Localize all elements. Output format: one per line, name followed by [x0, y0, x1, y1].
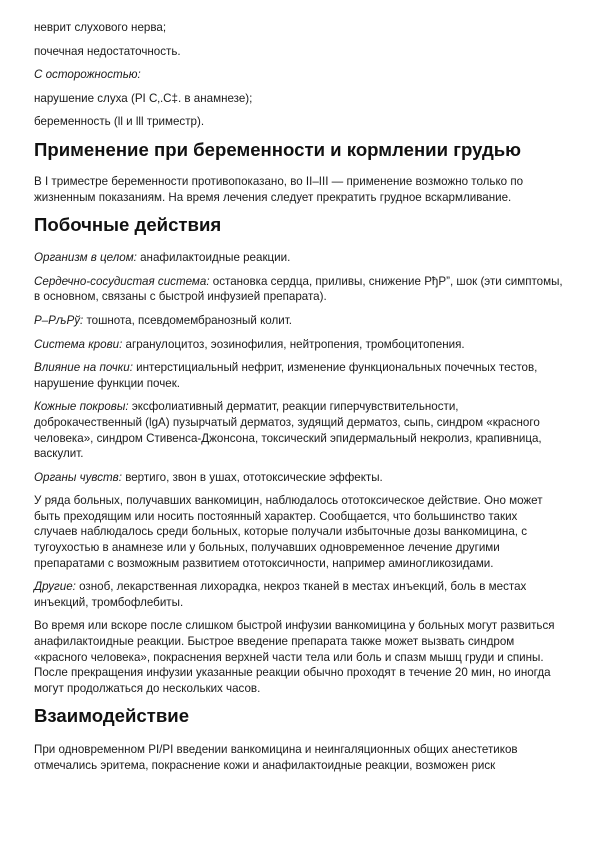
side-effect-label: Организм в целом: [34, 251, 137, 265]
side-effect-text: эксфолиативный дерматит, реакции гиперчувствительности, доброкачественный (lgA) пузырчатый дерматоз, зудящий дерматоз, сыпь, синдром «красного человека», синдром Стивенса-Джонсона, токсический эпидермальный некролиз, крапивница, васкулит. [34, 400, 542, 461]
contraindication-line: неврит слухового нерва; [34, 21, 167, 34]
side-effect-text: вертиго, звон в ушах, ототоксические эффекты. [121, 470, 383, 484]
section-heading-side-effects: Побочные действия [34, 214, 222, 236]
side-effect-item [34, 337, 564, 353]
side-effect-label: Другие: [34, 580, 76, 594]
side-effect-text: остановка сердца, приливы, снижение РђР”, шок (эти симптомы, в основном, связаны с быстрой инфузией препарата). [34, 274, 563, 304]
document-page [34, 20, 564, 782]
side-effect-label: Система крови: [34, 337, 123, 351]
side-effect-text: анафилактоидные реакции. [136, 251, 291, 265]
side-effect-item [34, 313, 564, 329]
caution-line: нарушение слуха (РІ С‚.С‡. в анамнезе); [34, 91, 253, 105]
ototoxicity-paragraph: У ряда больных, получавших ванкомицин, наблюдалось ототоксическое действие. Оно может быть преходящим или носить постоянный характер. Сообщается, что большинство таких случаев наблюдалось среди больных, которые получали избыточные дозы ванкомицина, с тугоухостью в анамнезе или у больных, получавших одновременное лечение другими препаратами с возможным развитием ототоксичности, например аминогликозидами. [34, 494, 543, 570]
side-effect-text: интерстициальный нефрит, изменение функциональных почечных тестов, нарушение функции почек. [34, 361, 538, 390]
side-effect-label: Органы чувств: [34, 470, 122, 484]
side-effect-item [34, 470, 564, 486]
side-effect-text: тошнота, псевдомембранозный колит. [83, 313, 292, 327]
side-effect-text: озноб, лекарственная лихорадка, некроз тканей в местах инъекций, боль в местах инъекций, тромбофлебиты. [34, 580, 527, 609]
contraindication-line: почечная недостаточность. [34, 44, 181, 58]
side-effect-label: Кожные покровы: [34, 400, 129, 414]
side-effect-label: Влияние на почки: [34, 361, 133, 375]
section-heading-interaction: Взаимодействие [34, 705, 190, 727]
caution-line: беременность (ll и lll триместр). [34, 115, 205, 129]
interaction-text: При одновременном РІ/РІ введении ванкомицина и неингаляционных общих анестетиков отмечались эритема, покраснение кожи и анафилактоидные реакции, возможен риск [34, 743, 518, 772]
caution-label: С осторожностью: [34, 68, 141, 82]
side-effect-item [34, 360, 564, 391]
infusion-paragraph: Во время или вскоре после слишком быстрой инфузии ванкомицина у больных могут развиться анафилактоидные реакции. Быстрое введение препарата также может вызвать синдром «красного человека», покраснения верхней части тела или боль и спазм мышц груди и спины. После прекращения инфузии указанные реакции обычно проходят в течение 20 мин, но иногда могут продолжаться до нескольких часов. [34, 619, 555, 695]
side-effect-label: Р–РљРў: [34, 313, 84, 327]
side-effect-item-other [34, 579, 564, 610]
pregnancy-text: В I триместре беременности противопоказано, во II–III — применение возможно только по жизненным показаниям. На время лечения следует прекратить грудное вскармливание. [34, 174, 524, 204]
side-effect-item [34, 250, 564, 266]
side-effect-text: агранулоцитоз, эозинофилия, нейтропения, тромбоцитопения. [122, 337, 465, 351]
section-heading-pregnancy: Применение при беременности и кормлении грудью [34, 138, 522, 160]
side-effect-item [34, 399, 564, 461]
side-effect-label: Сердечно-сосудистая система: [34, 274, 210, 288]
side-effect-item [34, 274, 564, 305]
